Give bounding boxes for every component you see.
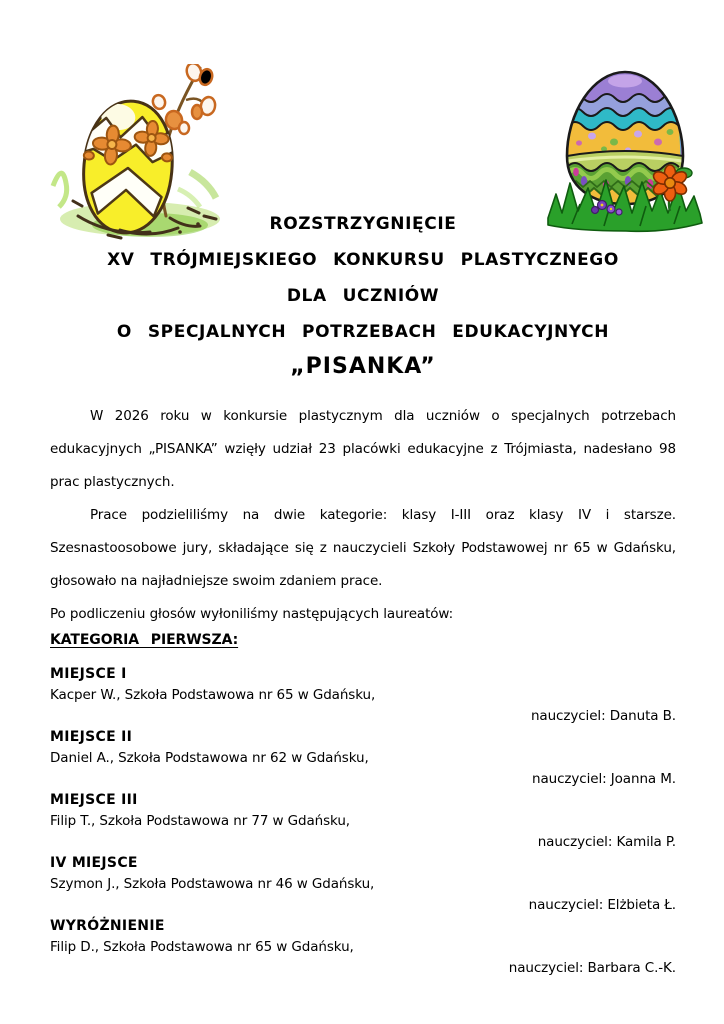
laureate-line: Daniel A., Szkoła Podstawowa nr 62 w Gdańsku,: [50, 750, 369, 766]
result-entry-5: [50, 916, 676, 979]
document-body: [50, 400, 676, 979]
result-entry-3: [50, 790, 676, 853]
laureate-line: Kacper W., Szkoła Podstawowa nr 65 w Gdańsku,: [50, 687, 376, 703]
title-line-3: DLA UCZNIÓW: [286, 286, 440, 306]
teacher-line: nauczyciel: Kamila P.: [537, 834, 676, 850]
laureates-lead-line: Po podliczeniu głosów wyłoniliśmy następujących laureatów:: [50, 606, 454, 622]
document-title: [50, 0, 676, 378]
teacher-line: nauczyciel: Barbara C.-K.: [508, 960, 676, 976]
teacher-line: nauczyciel: Danuta B.: [530, 708, 676, 724]
document-content: [50, 0, 676, 979]
contest-name: „PISANKA”: [290, 354, 436, 379]
teacher-line: nauczyciel: Elżbieta Ł.: [528, 897, 676, 913]
title-line-1: ROZSTRZYGNIĘCIE: [269, 214, 457, 234]
place-heading: MIEJSCE III: [50, 792, 138, 808]
place-heading: IV MIEJSCE: [50, 855, 138, 871]
teacher-line: nauczyciel: Joanna M.: [532, 771, 676, 787]
title-line-2: XV TRÓJMIEJSKIEGO KONKURSU PLASTYCZNEGO: [107, 250, 619, 270]
place-heading: MIEJSCE II: [50, 729, 133, 745]
laureate-line: Szymon J., Szkoła Podstawowa nr 46 w Gdańsku,: [50, 876, 375, 892]
place-heading: MIEJSCE I: [50, 666, 127, 682]
laureate-line: Filip D., Szkoła Podstawowa nr 65 w Gdańsku,: [50, 939, 354, 955]
result-entry-2: [50, 727, 676, 790]
jury-paragraph: Prace podzieliliśmy na dwie kategorie: klasy I-III oraz klasy IV i starsze. Szesnastoosobowe jury, składające się z nauczycieli Szkoły Podstawowej nr 65 w Gdańsku, głosowało na najładniejsze swoim zdaniem prace.: [50, 507, 676, 589]
intro-paragraph: W 2026 roku w konkursie plastycznym dla uczniów o specjalnych potrzebach edukacyjnych „PISANKA” wzięły udział 23 placówki edukacyjne z Trójmiasta, nadesłano 98 prac plastycznych.: [50, 408, 676, 490]
result-entry-1: [50, 664, 676, 727]
category-header: KATEGORIA PIERWSZA:: [50, 632, 239, 648]
title-line-4: O SPECJALNYCH POTRZEBACH EDUKACYJNYCH: [116, 322, 610, 342]
place-heading: WYRÓŻNIENIE: [50, 918, 165, 934]
laureate-line: Filip T., Szkoła Podstawowa nr 77 w Gdańsku,: [50, 813, 351, 829]
result-entry-4: [50, 853, 676, 916]
